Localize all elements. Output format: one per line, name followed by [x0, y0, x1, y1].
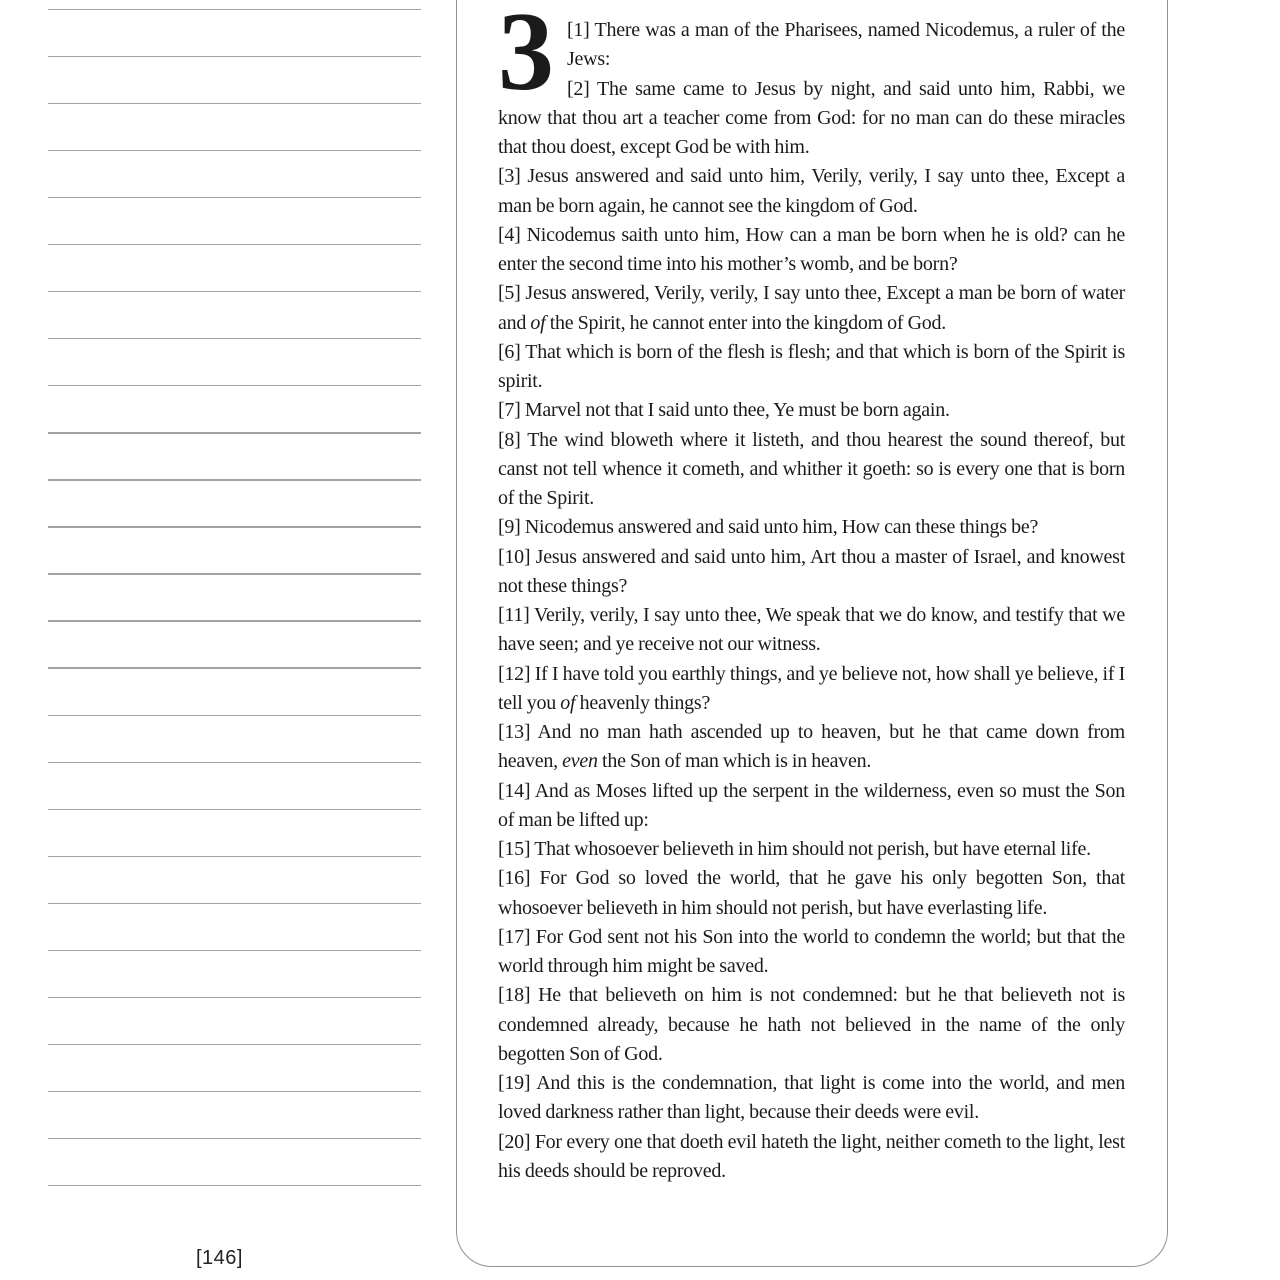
note-line — [48, 150, 421, 151]
verse-number: [13] — [498, 721, 531, 743]
verse-number: [3] — [498, 165, 521, 188]
note-line — [48, 479, 421, 480]
verse-number: [19] — [498, 1072, 531, 1094]
verse: [13] And no man hath ascended up to heaven, but he that came down from heaven, even the Son of man which is in heaven. — [498, 721, 1125, 773]
scripture-card — [456, 0, 1168, 1267]
note-line — [48, 338, 421, 339]
page-number: [146] — [196, 1247, 243, 1269]
note-line — [48, 809, 421, 810]
verse-number: [15] — [498, 838, 531, 860]
note-line — [48, 9, 421, 10]
verse-number: [8] — [498, 428, 521, 451]
verse: [5] Jesus answered, Verily, verily, I say unto thee, Except a man be born of water and of the Spirit, he cannot enter into the kingdom of God. — [498, 282, 1126, 334]
note-line — [48, 526, 421, 527]
note-line — [48, 573, 421, 574]
note-line — [48, 432, 421, 433]
verse: 3 [1] There was a man of the Pharisees, named Nicodemus, a ruler of the Jews: — [498, 0, 1125, 114]
verse: [17] For God sent not his Son into the world to condemn the world; but that the world through him might be saved. — [498, 925, 1125, 977]
verse-number: [16] — [498, 867, 531, 890]
verse-number: [4] — [498, 223, 521, 246]
verse-number: [18] — [498, 984, 531, 1007]
verse-number: [12] — [498, 662, 531, 685]
verse: [3] Jesus answered and said unto him, Verily, verily, I say unto thee, Except a man be born again, he cannot see the kingdom of God. — [498, 165, 1126, 217]
verse-number: [5] — [498, 282, 521, 305]
verse-number: [7] — [498, 399, 521, 422]
note-line — [48, 997, 421, 998]
verse: [10] Jesus answered and said unto him, Art thou a master of Israel, and knowest not these things? — [498, 545, 1126, 597]
verse-number: [6] — [498, 340, 521, 363]
note-line — [48, 903, 421, 904]
verse-number: [11] — [498, 604, 530, 626]
chapter-drop-cap: 3 — [498, 0, 554, 114]
verse-number: [9] — [498, 516, 521, 539]
verse: [14] And as Moses lifted up the serpent in the wilderness, even so must the Son of man be lifted up: — [498, 779, 1125, 831]
note-line — [48, 620, 421, 621]
verse: [20] For every one that doeth evil hateth the light, neither cometh to the light, lest his deeds should be reproved. — [498, 1130, 1125, 1182]
note-line — [48, 385, 421, 386]
verse: [4] Nicodemus saith unto him, How can a man be born when he is old? can he enter the second time into his mother’s womb, and be born? — [498, 223, 1125, 275]
note-line — [48, 56, 421, 57]
note-line — [48, 950, 421, 951]
note-line — [48, 715, 421, 716]
verse: [6] That which is born of the flesh is flesh; and that which is born of the Spirit is spirit. — [498, 340, 1125, 392]
verse-number: [14] — [498, 779, 531, 802]
note-line — [48, 856, 421, 857]
note-line — [48, 667, 421, 668]
verse: [2] The same came to Jesus by night, and said unto him, Rabbi, we know that thou art a teacher come from God: for no man can do these miracles that thou doest, except God be with him. — [498, 77, 1125, 158]
note-line — [48, 197, 421, 198]
note-line — [48, 1091, 421, 1092]
verse: [18] He that believeth on him is not condemned: but he that believeth not is condemned already, because he hath not believed in the name of the only begotten Son of God. — [498, 984, 1125, 1065]
verse-number: [1] — [567, 19, 590, 41]
note-line — [48, 762, 421, 763]
verse-number: [20] — [498, 1130, 531, 1153]
note-line — [48, 1044, 421, 1045]
note-line — [48, 1138, 421, 1139]
verse: [9] Nicodemus answered and said unto him, How can these things be? — [498, 516, 1039, 539]
verse: [16] For God so loved the world, that he gave his only begotten Son, that whosoever believeth in him should not perish, but have everlasting life. — [498, 867, 1125, 919]
verse-number: [2] — [567, 77, 590, 100]
note-line — [48, 291, 421, 292]
verse: [7] Marvel not that I said unto thee, Ye must be born again. — [498, 399, 950, 422]
verse: [19] And this is the condemnation, that light is come into the world, and men loved darkness rather than light, because their deeds were evil. — [498, 1072, 1125, 1124]
verse: [11] Verily, verily, I say unto thee, We speak that we do know, and testify that we have seen; and ye receive not our witness. — [498, 604, 1126, 656]
note-line — [48, 244, 421, 245]
scripture-text — [457, 0, 1167, 1186]
verse: [15] That whosoever believeth in him should not perish, but have eternal life. — [498, 838, 1091, 860]
verse-number: [10] — [498, 545, 531, 568]
notes-panel — [48, 0, 421, 1240]
note-line — [48, 1185, 421, 1186]
note-line — [48, 103, 421, 104]
verse: [12] If I have told you earthly things, and ye believe not, how shall ye believe, if I tell you of heavenly things? — [498, 662, 1126, 714]
verse: [8] The wind bloweth where it listeth, and thou hearest the sound thereof, but canst not tell whence it cometh, and whither it goeth: so is every one that is born of the Spirit. — [498, 428, 1126, 509]
verse-number: [17] — [498, 925, 531, 948]
